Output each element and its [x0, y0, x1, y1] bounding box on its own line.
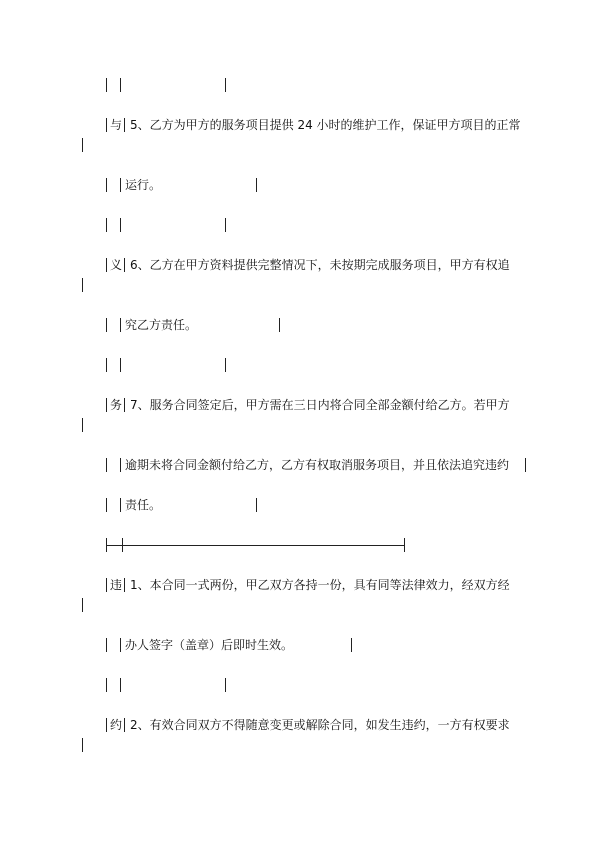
table-border: [351, 638, 352, 652]
table-border: [225, 78, 226, 92]
clause-text: 6、乙方在甲方资料提供完整情况下，未按期完成服务项目，甲方有权追: [130, 258, 510, 272]
table-border: [106, 578, 107, 592]
table-border: [82, 278, 83, 292]
table-border: [106, 358, 107, 372]
table-border: [82, 138, 83, 152]
table-border: [120, 78, 121, 92]
table-border: [106, 318, 107, 332]
table-border: [106, 258, 107, 272]
table-border: [82, 738, 83, 752]
table-border: [120, 218, 121, 232]
table-border: [120, 178, 121, 192]
table-border: [225, 358, 226, 372]
table-border: [106, 118, 107, 132]
section-divider: [106, 545, 404, 546]
table-border: [106, 78, 107, 92]
clause-text: 究乙方责任。: [125, 318, 198, 332]
table-border: [106, 218, 107, 232]
clause-text: 办人签字（盖章）后即时生效。: [125, 638, 294, 652]
table-border: [106, 458, 107, 472]
table-border: [279, 318, 280, 332]
table-border: [225, 218, 226, 232]
clause-text: 7、服务合同签定后，甲方需在三日内将合同全部金额付给乙方。若甲方: [130, 398, 510, 412]
table-border: [106, 678, 107, 692]
table-border: [106, 718, 107, 732]
clause-text: 2、有效合同双方不得随意变更或解除合同，如发生违约，一方有权要求: [130, 718, 510, 732]
table-border: [106, 178, 107, 192]
table-border: [124, 578, 125, 592]
table-border: [120, 318, 121, 332]
row-label: 违: [110, 578, 123, 592]
table-border: [106, 498, 107, 512]
table-border: [120, 678, 121, 692]
row-label: 务: [110, 398, 123, 412]
table-border: [120, 358, 121, 372]
table-border: [122, 538, 123, 552]
table-border: [124, 398, 125, 412]
clause-text: 逾期未将合同金额付给乙方，乙方有权取消服务项目，并且依法追究违约: [125, 458, 510, 472]
table-border: [124, 258, 125, 272]
table-border: [256, 498, 257, 512]
table-border: [124, 718, 125, 732]
table-border: [404, 538, 405, 552]
table-border: [525, 458, 526, 472]
clause-text: 5、乙方为甲方的服务项目提供 24 小时的维护工作，保证甲方项目的正常: [130, 118, 521, 132]
table-border: [124, 118, 125, 132]
table-border: [106, 638, 107, 652]
table-border: [256, 178, 257, 192]
table-border: [82, 598, 83, 612]
clause-text: 责任。: [125, 498, 162, 512]
clause-text: 1、本合同一式两份，甲乙双方各持一份，具有同等法律效力，经双方经: [130, 578, 510, 592]
table-border: [120, 638, 121, 652]
table-border: [120, 498, 121, 512]
clause-text: 运行。: [125, 178, 162, 192]
table-border: [82, 418, 83, 432]
table-border: [120, 458, 121, 472]
table-border: [225, 678, 226, 692]
row-label: 与: [110, 118, 123, 132]
row-label: 义: [110, 258, 123, 272]
table-border: [106, 398, 107, 412]
row-label: 约: [110, 718, 123, 732]
